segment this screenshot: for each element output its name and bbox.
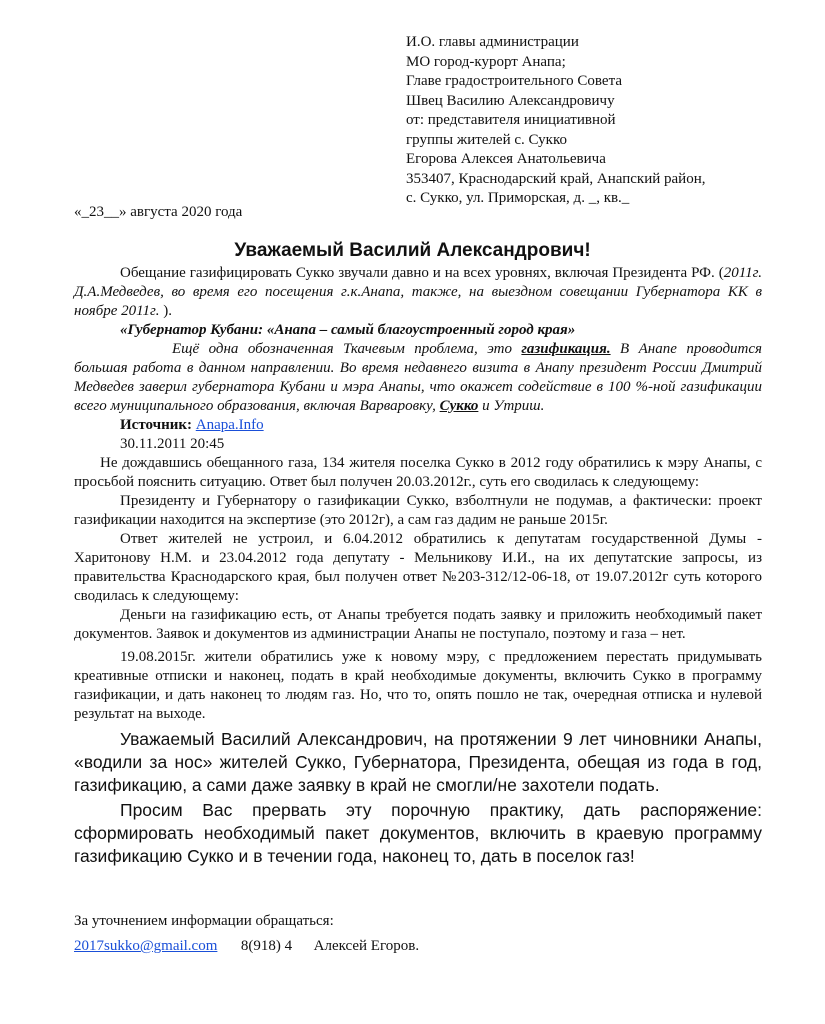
quote-text-a: Ещё одна обозначенная Ткачевым проблема, это — [172, 341, 522, 357]
paragraph-intro — [74, 264, 762, 321]
sender-address-line: с. Сукко, ул. Приморская, д. _, кв._ — [406, 190, 630, 206]
sender-line: группы жителей с. Сукко — [406, 131, 567, 148]
intro-text: Обещание газифицировать Сукко звучали давно и на всех уровнях, включая Президента РФ. ( — [120, 265, 724, 281]
addressee-line: Швец Василию Александровичу — [406, 92, 615, 109]
signature-name: Алексей Егоров. — [313, 938, 420, 954]
greeting-heading: Уважаемый Василий Александрович! — [234, 240, 591, 261]
source-label: Источник: — [120, 417, 192, 433]
quote-text-c: и Утриш. — [478, 398, 545, 414]
intro-end-text: ). — [159, 303, 172, 319]
source-date: 30.11.2011 20:45 — [120, 436, 225, 452]
addressee-line: Главе градостроительного Совета — [406, 73, 622, 89]
quote-text — [74, 340, 762, 416]
source-link[interactable]: Anapa.Info — [195, 417, 264, 433]
source-line — [74, 416, 762, 435]
paragraph-request: Просим Вас прервать эту порочную практику, дать распоряжение: сформировать необходимый пакет документов, включить в краевую программу газификацию Сукко и в течении года, наконец то, дать в поселок газ! — [74, 800, 762, 866]
sender-line: от: представителя инициативной — [406, 112, 616, 128]
quote-text-b: В Анапе проводится большая работа в данном направлении. Во время недавнего визита в Анапу президент России Дмитрий Медведев заверил губернатора Кубани и мэра Анапы, что окажет содействие в 100 %-ной газификации всего муниципального образования, включая Варваровку, — [74, 341, 763, 414]
letter-body — [74, 264, 762, 868]
letter-date: «_23__» августа 2020 года — [74, 204, 243, 220]
paragraph-answer-2012: Президенту и Губернатору о газификации Сукко, взболтнули не подумав, а фактически: проект газификации находится на экспертизе (это 2012г), а сам газ дадим не раньше 2015г. — [74, 493, 762, 528]
quote-keyword-gasification: газификация. — [521, 341, 611, 357]
contact-line — [74, 938, 419, 955]
addressee-block — [406, 33, 706, 209]
sender-line: Егорова Алексея Анатольевича — [406, 151, 606, 167]
email-link[interactable]: 2017sukko@gmail.com — [74, 938, 218, 954]
contact-label: За уточнением информации обращаться: — [74, 913, 334, 929]
paragraph-nine-years: Уважаемый Василий Александрович, на протяжении 9 лет чиновники Анапы, «водили за нос» жителей Сукко, Губернатора, Президента, обещая из года в год, газификацию, а сами даже заявку в край не смогли/не захотели подать. — [74, 729, 762, 795]
paragraph-2015: 19.08.2015г. жители обратились уже к новому мэру, с предложением перестать придумывать креативные отписки и наконец, подать в край необходимые документы, включить Сукко в программу газификации, и дать наконец то людям газ. Но, что то, опять пошло не так, очередная отписка и нулевой результат на выходе. — [74, 649, 762, 722]
sender-address-line: 353407, Краснодарский край, Анапский район, — [406, 170, 706, 187]
paragraph-appeal-2012: Не дождавшись обещанного газа, 134 жителя поселка Сукко в 2012 году обратились к мэру Анапы, с просьбой пояснить ситуацию. Ответ был получен 20.03.2012г., суть его сводилась к следующему: — [74, 455, 762, 490]
addressee-line: МО город-курорт Анапа; — [406, 53, 566, 70]
quote-keyword-sukko: Сукко — [439, 398, 479, 414]
phone-number: 8(918) 4 — [240, 938, 293, 954]
paragraph-duma: Ответ жителей не устроил, и 6.04.2012 обратились к депутатам государственной Думы - Харитонову Н.М. и 23.04.2012 года депутату - Мельникову И.И., на их депутатские запросы, из правительства Краснодарского края, был получен ответ №203-312/12-06-18, от 19.07.2012г суть которого сводилась к следующему: — [74, 531, 762, 604]
quote-title: «Губернатор Кубани: «Анапа – самый благоустроенный город края» — [120, 322, 576, 338]
paragraph-region-answer: Деньги на газификацию есть, от Анапы требуется подать заявку и приложить необходимый пакет документов. Заявок и документов из администрации Анапы не поступало, поэтому и газа – нет. — [74, 607, 762, 642]
intro-italic-text: 2011г. Д.А.Медведев, во время его посещения г.к.Анапа, также, на выездном совещании Губернатора КК в ноябре 2011г. — [74, 265, 762, 319]
addressee-line: И.О. главы администрации — [406, 34, 579, 50]
